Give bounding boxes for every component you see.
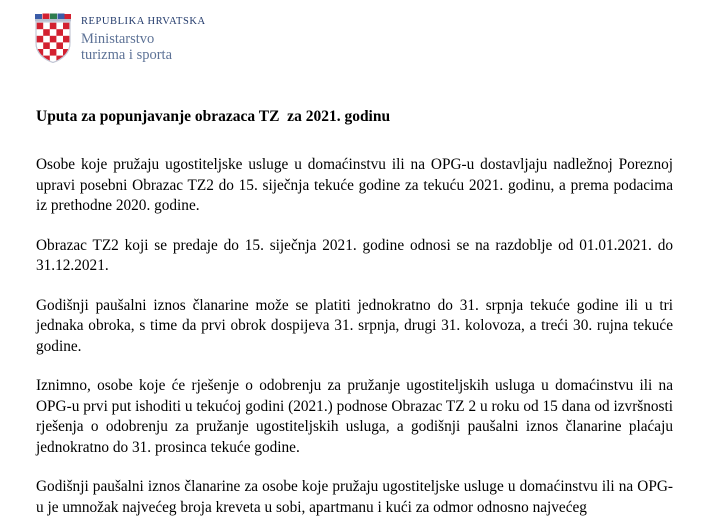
letterhead-text-block (81, 13, 206, 63)
paragraph-4: Iznimno, osobe koje će rješenje o odobrenju za pružanje ugostiteljskih usluga u domaćinstvu ili na OPG-u prvi put ishoditi u tekućoj godini (2021.) podnose Obrazac TZ 2 u roku od 15 dana od izvršnosti rješenja o odobrenju za pružanje ugostiteljskih usluga, a godišnji paušalni iznos članarine plaćaju jednokratno do 31. prosinca tekuće godine. (36, 377, 673, 456)
letterhead (0, 0, 708, 62)
ministry-label-line-2: turizma i sporta (81, 47, 173, 63)
ministry-label-line-1: Ministarstvo (81, 31, 155, 47)
paragraph-3: Godišnji paušalni iznos članarine može se platiti jednokratno do 31. srpnja tekuće godine ili u tri jednaka obroka, s time da prvi obrok dospijeva 31. srpnja, drugi 31. kolovoza, a treći 30. rujna tekuće godine. (36, 296, 673, 355)
croatian-coat-of-arms-icon (34, 13, 72, 63)
paragraph-5: Godišnji paušalni iznos članarine za osobe koje pružaju ugostiteljske usluge u domaćinstvu ili na OPG-u je umnožak najvećeg broja kreveta u sobi, apartmanu i kući za odmor odnosno najvećeg (36, 478, 673, 516)
document-body (0, 108, 708, 518)
republic-label: REPUBLIKA HRVATSKA (81, 16, 206, 27)
page-title: Uputa za popunjavanje obrazaca TZ za 2021. godinu (36, 108, 391, 125)
paragraph-1: Osobe koje pružaju ugostiteljske usluge u domaćinstvu ili na OPG-u dostavljaju nadležnoj Poreznoj upravi posebni Obrazac TZ2 do 15. siječnja tekuće godine za tekuću 2021. godinu, a prema podacima iz prethodne 2020. godine. (36, 156, 673, 214)
paragraph-2: Obrazac TZ2 koji se predaje do 15. siječnja 2021. godine odnosi se na razdoblje od 01.01.2021. do 31.12.2021. (36, 236, 673, 274)
